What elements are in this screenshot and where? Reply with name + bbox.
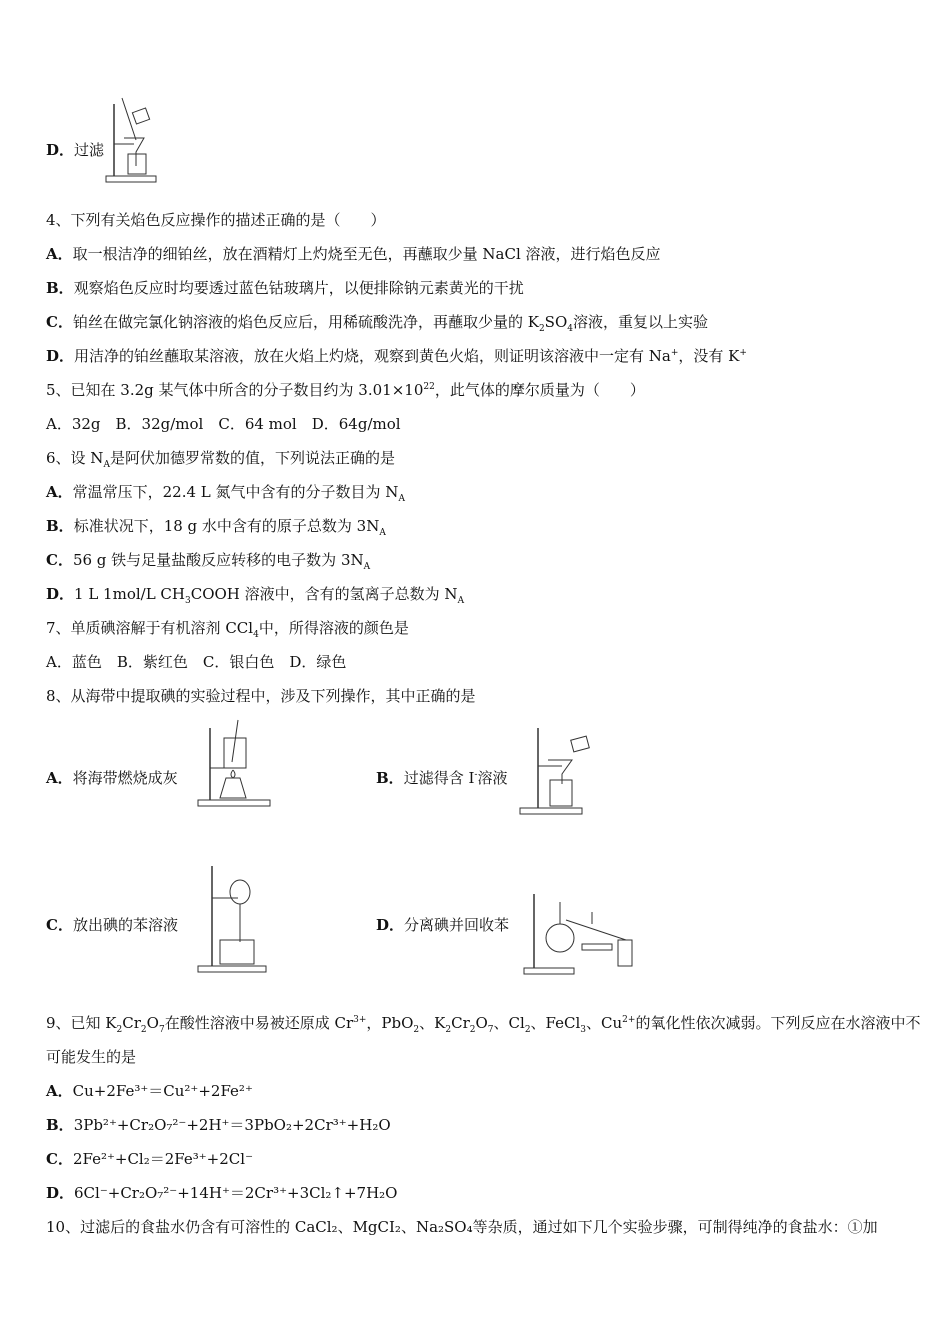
q6-option-a: A．常温常压下，22.4 L 氮气中含有的分子数目为 $N_A$ xyxy=(46,483,405,504)
burning-apparatus-figure xyxy=(196,718,276,810)
q5-options: A．32g B．32g/mol C．64 mol D．64g/mol xyxy=(46,415,401,433)
filtration-apparatus-b-figure xyxy=(518,724,598,818)
q8-stem: 8、从海带中提取碘的实验过程中，涉及下列操作，其中正确的是 xyxy=(46,687,476,705)
q3-option-d: D．过滤 xyxy=(46,141,105,159)
q7-stem: 7、单质碘溶解于有机溶剂 CCl$_4$中，所得溶液的颜色是 xyxy=(46,619,409,640)
q9-option-a: A．Cu+2Fe³⁺＝Cu²⁺+2Fe²⁺ xyxy=(46,1082,253,1100)
q6-option-d: D．1 L 1mol/L $CH_3COOH$ 溶液中，含有的氢离子总数为 $N_A$ xyxy=(46,585,465,606)
filtration-apparatus-figure xyxy=(104,96,164,186)
q4-stem: 4、下列有关焰色反应操作的描述正确的是（ ） xyxy=(46,211,386,229)
q4-option-b: B．观察焰色反应时均要透过蓝色钴玻璃片，以便排除钠元素黄光的干扰 xyxy=(46,279,524,297)
q9-option-b: B．3Pb²⁺+Cr₂O₇²⁻+2H⁺＝3PbO₂+2Cr³⁺+H₂O xyxy=(46,1116,391,1134)
q4-option-d: D．用洁净的铂丝蘸取某溶液，放在火焰上灼烧，观察到黄色火焰，则证明该溶液中一定有 Na+，没有 K+ xyxy=(46,347,747,365)
q9-option-c: C．2Fe²⁺+Cl₂＝2Fe³⁺+2Cl⁻ xyxy=(46,1150,253,1168)
q9-stem-line2: 可能发生的是 xyxy=(46,1048,137,1066)
q6-stem: 6、设 $N_A$是阿伏加德罗常数的值，下列说法正确的是 xyxy=(46,449,395,470)
q8-option-b: B．过滤得含 I-溶液 xyxy=(376,769,508,787)
q4-option-a: A．取一根洁净的细铂丝，放在酒精灯上灼烧至无色，再蘸取少量 NaCl 溶液，进行焰色反应 xyxy=(46,245,661,263)
distillation-apparatus-figure xyxy=(522,884,642,978)
q4-option-c: C．铂丝在做完氯化钠溶液的焰色反应后，用稀硫酸洗净，再蘸取少量的 $K_2SO_4$溶液，重复以上实验 xyxy=(46,313,708,334)
q8-option-a: A．将海带燃烧成灰 xyxy=(46,769,178,787)
q5-stem: 5、已知在 3.2g 某气体中所含的分子数目约为 $3.01\times 10^{22}$，此气体的摩尔质量为（ ） xyxy=(46,381,645,399)
q7-options: A．蓝色 B．紫红色 C．银白色 D．绿色 xyxy=(46,653,347,671)
separatory-funnel-figure xyxy=(196,862,272,976)
q10-stem: 10、过滤后的食盐水仍含有可溶性的 CaCl₂、MgCI₂、Na₂SO₄等杂质，通过如下几个实验步骤，可制得纯净的食盐水：①加 xyxy=(46,1218,878,1236)
q8-option-c: C．放出碘的苯溶液 xyxy=(46,916,178,934)
q6-option-b: B．标准状况下，18 g 水中含有的原子总数为 $3N_A$ xyxy=(46,517,386,538)
q6-option-c: C．56 g 铁与足量盐酸反应转移的电子数为 $3N_A$ xyxy=(46,551,371,572)
q8-option-d: D．分离碘并回收苯 xyxy=(376,916,510,934)
q9-stem-line1: 9、已知 $K_2Cr_2O_7$在酸性溶液中易被还原成 $Cr^{3+}$，PbO$_2$、$K_2Cr_2O_7$、$Cl_2$、FeCl$_3$、$Cu^{2+}$的氧化性依次减弱。下列反应在水溶液中不 xyxy=(46,1014,921,1035)
q9-option-d: D．6Cl⁻+Cr₂O₇²⁻+14H⁺＝2Cr³⁺+3Cl₂↑+7H₂O xyxy=(46,1184,398,1202)
